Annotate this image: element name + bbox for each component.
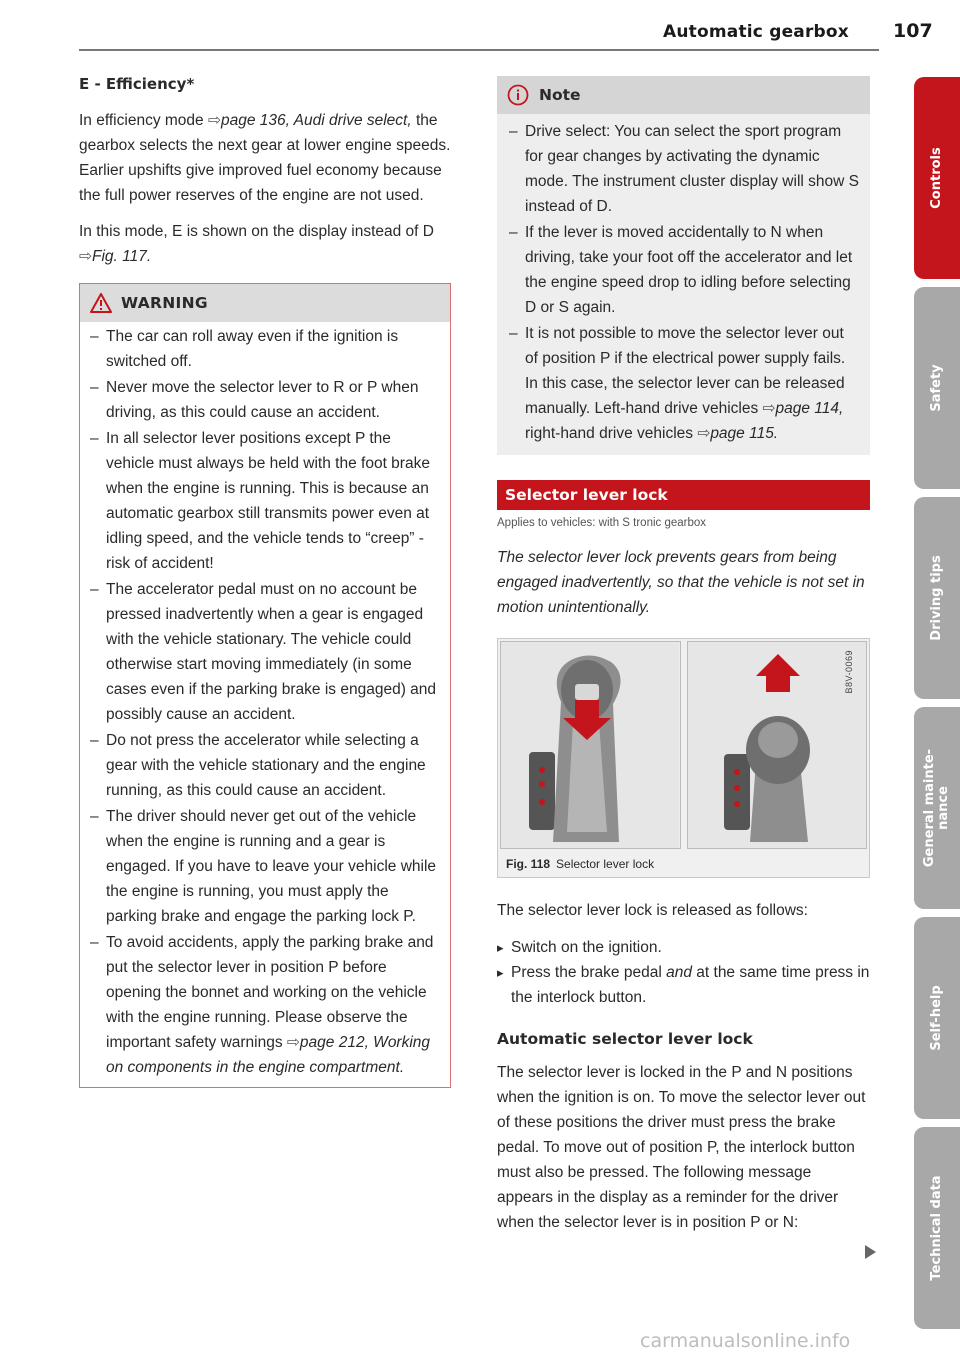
page-ref-arrow-icon: ⇨ [762, 400, 776, 417]
release-steps [497, 935, 870, 1010]
figure-panels [500, 641, 867, 849]
step-text-pre: Press the brake pedal [511, 964, 667, 981]
page-ref-arrow-icon: ⇨ [286, 1034, 300, 1051]
intro-paragraph: The selector lever lock prevents gears from being engaged inadvertently, so that the vehicle is not set in motion unintentionally. [497, 549, 865, 616]
fig-ref-arrow-icon: ⇨ [79, 248, 92, 265]
page-115-link[interactable]: page 115. [710, 425, 779, 442]
warning-item [106, 930, 438, 1080]
section-title: Selector lever lock [497, 480, 870, 510]
tab-technical-data[interactable] [914, 1127, 960, 1329]
warning-triangle-icon [90, 293, 112, 313]
page-114-link[interactable]: page 114, [775, 400, 844, 417]
note-header [497, 76, 870, 114]
efficiency-text-2: the gearbox selects the next gear at lower engine speeds. Earlier upshifts give improved fuel economy because the full power reserves of the engine are not used. [79, 112, 451, 204]
release-step: ▸ Switch on the ignition. [497, 935, 870, 960]
page-136-link[interactable]: page 136, Audi drive select, [220, 112, 412, 129]
automatic-lock-heading: Automatic selector lever lock [497, 1030, 753, 1048]
warning-list [80, 322, 450, 1087]
tab-safety[interactable] [914, 287, 960, 489]
note-item [525, 321, 860, 446]
header-divider [79, 49, 879, 51]
chapter-tabs [914, 77, 960, 1337]
right-column [497, 76, 870, 1246]
step-text-em: and [666, 964, 692, 981]
efficiency-text-1: In efficiency mode [79, 112, 208, 129]
note-mid-text: right-hand drive vehicles [525, 425, 698, 442]
display-text: In this mode, E is shown on the display instead of D [79, 223, 434, 240]
automatic-lock-paragraph: The selector lever is locked in the P and N positions when the ignition is on. To move the selector lever out of these positions the driver must press the brake pedal. To move out of position P, the interlock button must also be pressed. The following message appears in the display as a reminder for the driver when the selector lever is in position P or N: [497, 1064, 866, 1231]
figure-caption [500, 849, 867, 875]
warning-title: WARNING [121, 293, 208, 312]
note-item: – Drive select: You can select the sport program for gear changes by activating the dynamic mode. The instrument cluster display will show S instead of D. [525, 119, 860, 219]
warning-item: – The accelerator pedal must on no account be pressed inadvertently when a gear is engaged with the vehicle stationary. The vehicle could otherwise start moving immediately (in some cases even if the parking brake is engaged) and possibly cause an accident. [106, 577, 438, 727]
left-column [79, 70, 451, 1088]
figure-caption-text: Selector lever lock [556, 857, 655, 871]
tab-label: Driving tips [929, 555, 944, 641]
tab-driving-tips[interactable] [914, 497, 960, 699]
note-item: – If the lever is moved accidentally to N when driving, take your foot off the accelerator and let the engine speed drop to idling before selecting D or S again. [525, 220, 860, 320]
tab-label: Controls [929, 147, 944, 209]
figure-118 [497, 638, 870, 878]
fig-117-link[interactable]: Fig. 117. [92, 248, 152, 265]
warning-item: – The driver should never get out of the vehicle when the engine is running and a gear is engaged. If you have to leave your vehicle while the engine is running, you must apply the parking brake and engage the parking lock P. [106, 804, 438, 929]
page-ref-arrow-icon: ⇨ [697, 425, 711, 442]
efficiency-display-paragraph [79, 219, 451, 269]
tab-controls[interactable] [914, 77, 960, 279]
info-icon [507, 84, 529, 106]
tab-label: Technical data [929, 1175, 944, 1281]
figure-panel-press [500, 641, 681, 849]
applies-to: Applies to vehicles: with S tronic gearbox [497, 517, 707, 529]
release-step [497, 960, 870, 1010]
warning-item: – Do not press the accelerator while selecting a gear with the vehicle stationary and the engine running, as this could cause an accident. [106, 728, 438, 803]
warning-header [80, 284, 450, 322]
warning-last-text: To avoid accidents, apply the parking brake and put the selector lever in position P before opening the bonnet and working on the vehicle with the engine running. Please observe the important safety warnings [106, 934, 434, 1051]
warning-item: – In all selector lever positions except P the vehicle must always be held with the foot brake when the engine is running. This is because an automatic gearbox still transmits power even at idling speed, and the vehicle tends to “creep” - risk of accident! [106, 426, 438, 576]
released-paragraph: The selector lever lock is released as follows: [497, 902, 808, 919]
tab-label: General maintenance [922, 748, 951, 868]
watermark: carmanualsonline.info [640, 1330, 851, 1352]
continue-arrow-icon [865, 1245, 876, 1259]
efficiency-heading: E - Efficiency* [79, 75, 195, 93]
tab-self-help[interactable] [914, 917, 960, 1119]
efficiency-paragraph [79, 108, 451, 208]
warning-box [79, 283, 451, 1088]
tab-label: Safety [929, 364, 944, 412]
step-text-post: at the same time press in the interlock button. [511, 964, 870, 1006]
header-title: Automatic gearbox [663, 22, 849, 42]
figure-code: B8V-0069 [844, 650, 854, 694]
note-list [497, 114, 870, 455]
note-title: Note [539, 85, 581, 104]
figure-panel-release [687, 641, 868, 849]
tab-general-maintenance[interactable] [914, 707, 960, 909]
note-box [497, 76, 870, 455]
note-last-text: It is not possible to move the selector lever out of position P if the electrical power supply fails. In this case, the selector lever can be released manually. Left-hand drive vehicles [525, 325, 846, 417]
selector-lever-press-illustration [501, 642, 679, 848]
warning-item: – The car can roll away even if the ignition is switched off. [106, 324, 438, 374]
warning-item: – Never move the selector lever to R or P when driving, as this could cause an accident. [106, 375, 438, 425]
tab-label: Self-help [929, 985, 944, 1051]
figure-label: Fig. 118 [506, 857, 551, 871]
page-212-link[interactable]: page 212, Working on components in the engine compartment. [106, 1034, 431, 1076]
page-number: 107 [893, 20, 933, 42]
page-ref-arrow-icon: ⇨ [207, 112, 221, 129]
